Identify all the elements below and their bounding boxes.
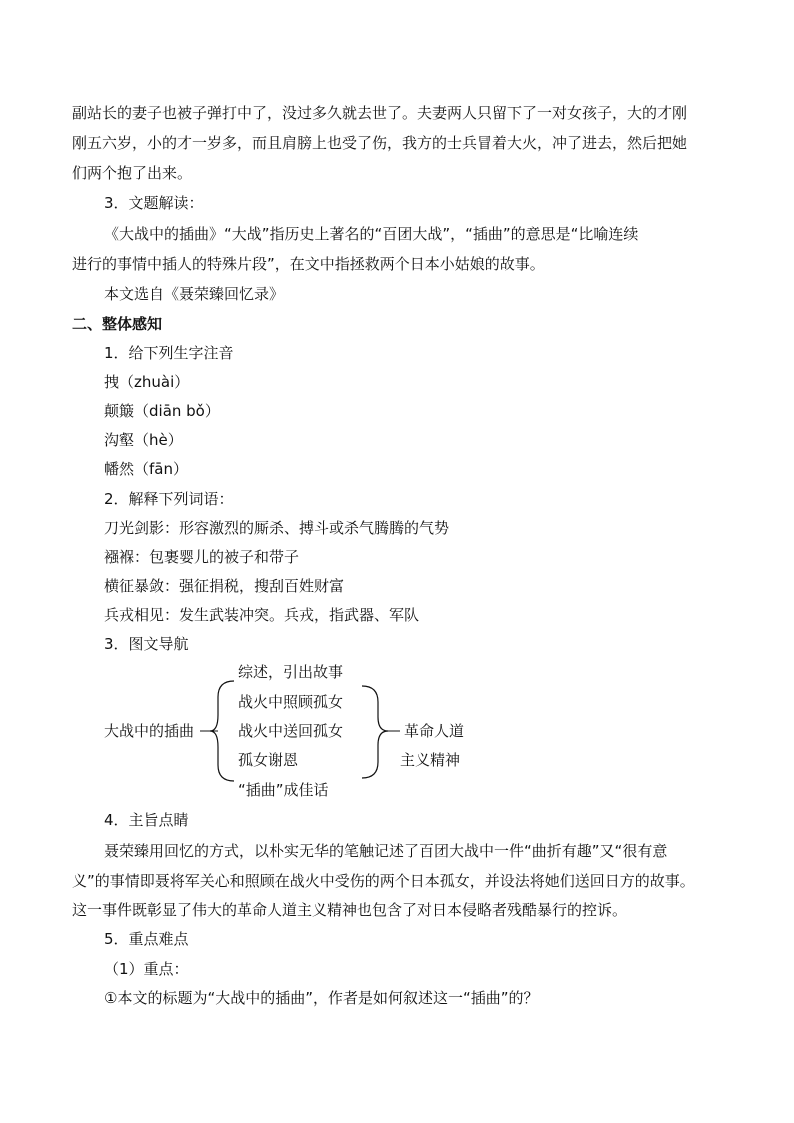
key-points-question: ①本文的标题为“大战中的插曲”，作者是如何叙述这一“插曲”的？ [104,989,539,1007]
diagram-conclusion-2: 主义精神 [400,751,461,769]
intro-line-3: 们两个抱了出来。 [72,164,193,182]
word-item: 襁褓：包裹婴儿的被子和带子 [104,548,300,566]
pinyin-item: 拽（zhuài） [104,373,190,391]
word-item: 横征暴敛：强征捐税，搜刮百姓财富 [104,577,345,595]
pinyin-heading: 1．给下列生字注音 [104,344,234,362]
intro-line-2: 刚五六岁，小的才一岁多，而且肩膀上也受了伤，我方的士兵冒着大火，冲了进去，然后把她 [72,134,688,152]
diagram-heading: 3．图文导航 [104,635,189,653]
right-brace [362,686,388,778]
diagram-branch: 战火中照顾孤女 [238,693,344,711]
diagram-root: 大战中的插曲 [104,722,195,740]
theme-heading: 4．主旨点睛 [104,811,189,829]
title-analysis-line-2: 进行的事情中插人的特殊片段”，在文中指拯救两个日本小姑娘的故事。 [72,255,545,273]
words-heading: 2．解释下列词语： [104,490,234,508]
source-line: 本文选自《聂荣臻回忆录》 [104,285,285,303]
pinyin-item: 沟壑（hè） [104,431,183,449]
section-heading: 二、整体感知 [72,315,163,333]
diagram-branch: 综述，引出故事 [238,663,344,681]
word-item: 兵戎相见：发生武装冲突。兵戎，指武器、军队 [104,606,420,624]
title-analysis-heading: 3．文题解读： [104,194,204,212]
diagram-branch: 战火中送回孤女 [238,722,344,740]
diagram-conclusion-1: 革命人道 [404,722,465,740]
pinyin-item: 颠簸（diān bǒ） [104,402,220,420]
theme-line-1: 聂荣臻用回忆的方式，以朴实无华的笔触记述了百团大战中一件“曲折有趣”又“很有意 [104,842,668,860]
word-item: 刀光剑影：形容激烈的厮杀、搏斗或杀气腾腾的气势 [104,519,450,537]
title-analysis-line-1: 《大战中的插曲》“大战”指历史上著名的“百团大战”，“插曲”的意思是“比喻连续 [104,225,639,243]
theme-line-2: 义”的事情即聂将军关心和照顾在战火中受伤的两个日本孤女，并设法将她们送回日方的故事。 [72,872,695,890]
diagram-branch: 孤女谢恩 [238,751,299,769]
theme-line-3: 这一事件既彰显了伟大的革命人道主义精神也包含了对日本侵略者残酷暴行的控诉。 [72,901,628,919]
diagram-branch: “插曲”成佳话 [238,781,329,799]
key-points-heading: 5．重点难点 [104,930,189,948]
intro-line-1: 副站长的妻子也被子弹打中了，没过多久就去世了。夫妻两人只留下了一对女孩子，大的才刚 [72,104,688,122]
pinyin-item: 幡然（fān） [104,460,188,478]
key-points-subheading: （1）重点： [104,960,189,978]
